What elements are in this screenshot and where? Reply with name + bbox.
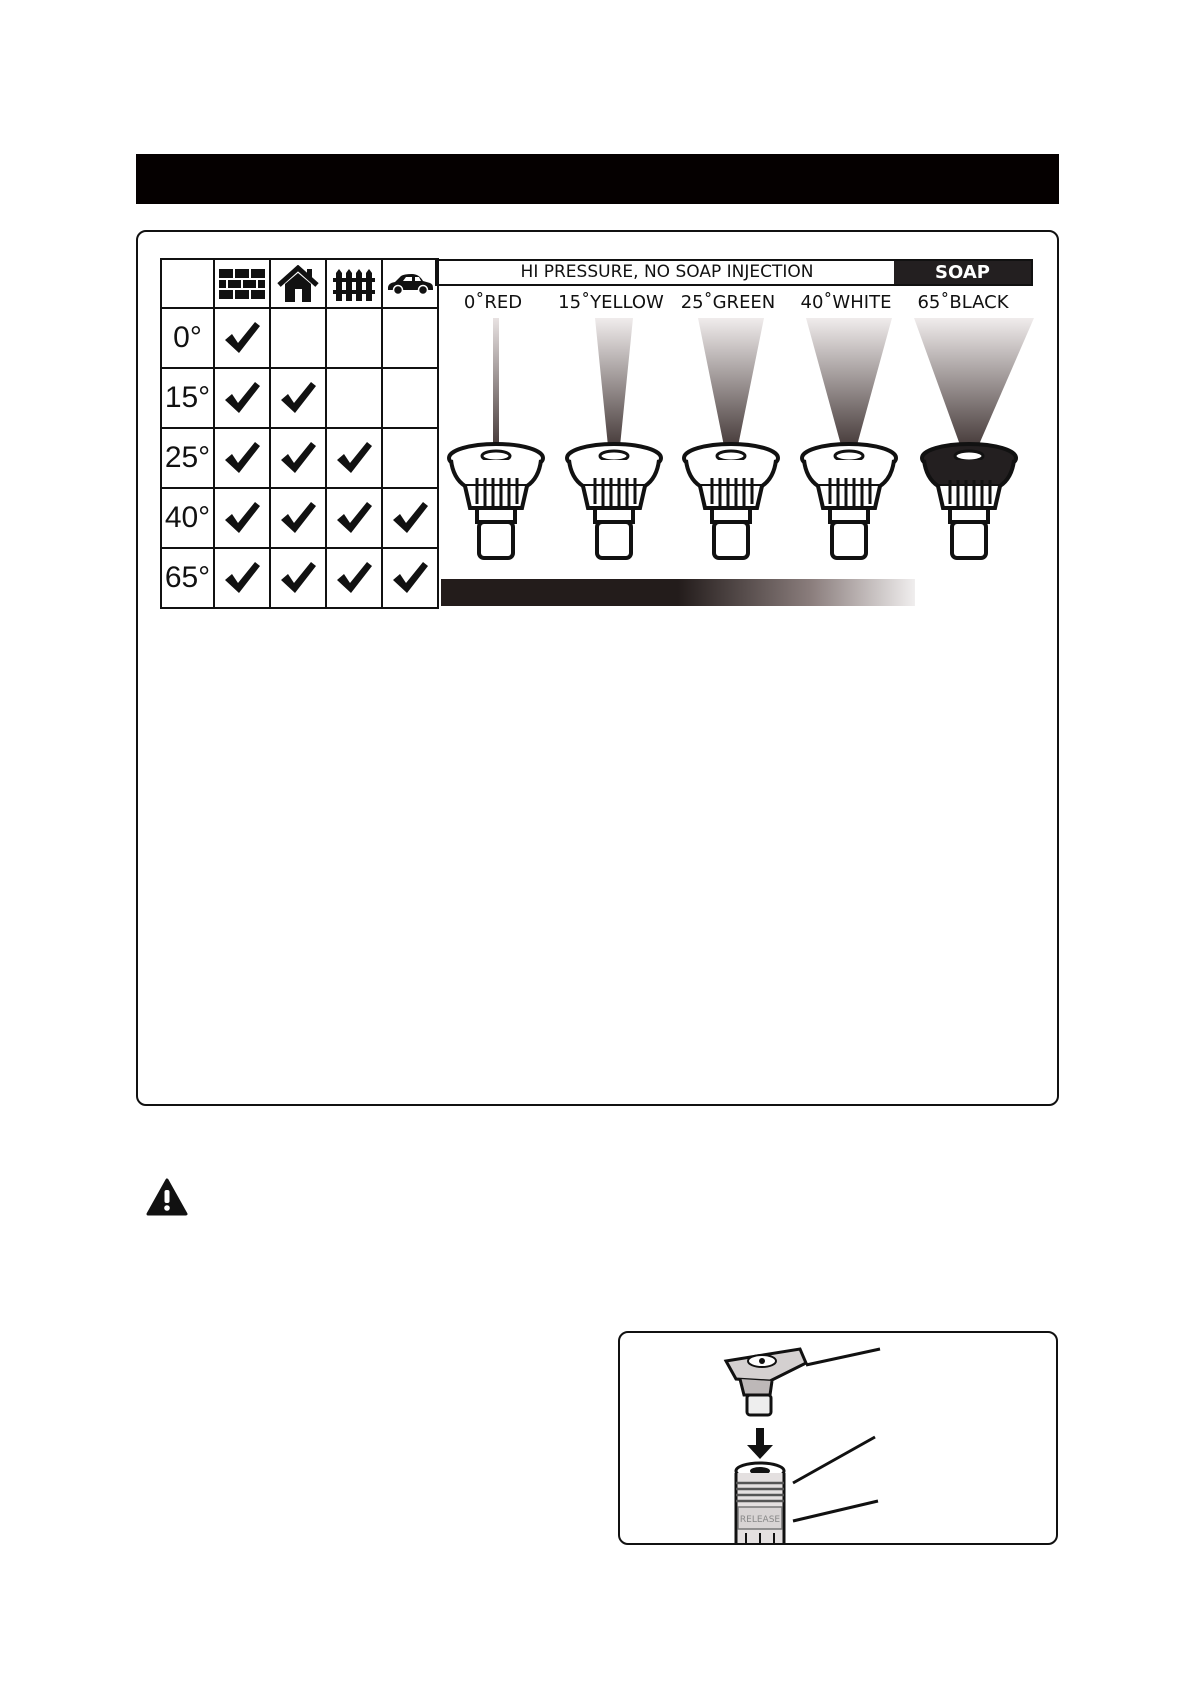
table-row [161, 548, 438, 608]
check-icon [278, 500, 318, 536]
check-icon [278, 440, 318, 476]
nozzle-tip-label: 15˚YELLOW [558, 292, 664, 313]
pressure-gradient-bar [441, 579, 915, 606]
pressure-header [435, 259, 1033, 286]
angle-label: 15° [161, 368, 214, 428]
house-icon [277, 265, 319, 303]
table-row [161, 428, 438, 488]
nozzle-tip-label: 25˚GREEN [680, 292, 776, 313]
check-icon [334, 500, 374, 536]
check-icon [334, 560, 374, 596]
nozzle-tip-65 [914, 318, 1034, 568]
nozzle-tip-15 [561, 318, 669, 568]
soap-label: SOAP [894, 261, 1031, 284]
quick-connect-drawing [620, 1333, 1058, 1545]
brick-wall-header [214, 259, 270, 308]
angle-label: 0° [161, 308, 214, 368]
table-row [161, 308, 438, 368]
angle-label: 25° [161, 428, 214, 488]
fence-icon [333, 267, 375, 301]
section-header-bar [136, 154, 1059, 204]
car-header [382, 259, 438, 308]
nozzle-tip-0 [443, 318, 551, 568]
hi-pressure-label: HI PRESSURE, NO SOAP INJECTION [520, 262, 814, 282]
table-row [161, 488, 438, 548]
check-icon [278, 380, 318, 416]
table-row [161, 368, 438, 428]
fence-header [326, 259, 382, 308]
warning-icon [146, 1178, 188, 1216]
nozzle-tip-label: 65˚BLACK [917, 292, 1009, 313]
check-icon [334, 440, 374, 476]
nozzle-tip-label: 0˚RED [463, 292, 523, 313]
quick-connect-illustration [618, 1331, 1058, 1545]
brick-wall-icon [219, 269, 265, 299]
release-text: RELEASE [739, 1515, 781, 1525]
check-icon [222, 440, 262, 476]
house-header [270, 259, 326, 308]
nozzle-tip-label: 40˚WHITE [800, 292, 892, 313]
nozzle-surface-table [160, 258, 439, 609]
check-icon [390, 560, 430, 596]
angle-label: 65° [161, 548, 214, 608]
nozzle-tip-25 [678, 318, 786, 568]
nozzle-tip-40 [796, 318, 904, 568]
table-header-row [161, 259, 438, 308]
check-icon [222, 560, 262, 596]
check-icon [390, 500, 430, 536]
check-icon [222, 320, 262, 356]
check-icon [222, 380, 262, 416]
check-icon [278, 560, 318, 596]
check-icon [222, 500, 262, 536]
car-icon [386, 273, 434, 295]
table-corner-cell [161, 259, 214, 308]
angle-label: 40° [161, 488, 214, 548]
